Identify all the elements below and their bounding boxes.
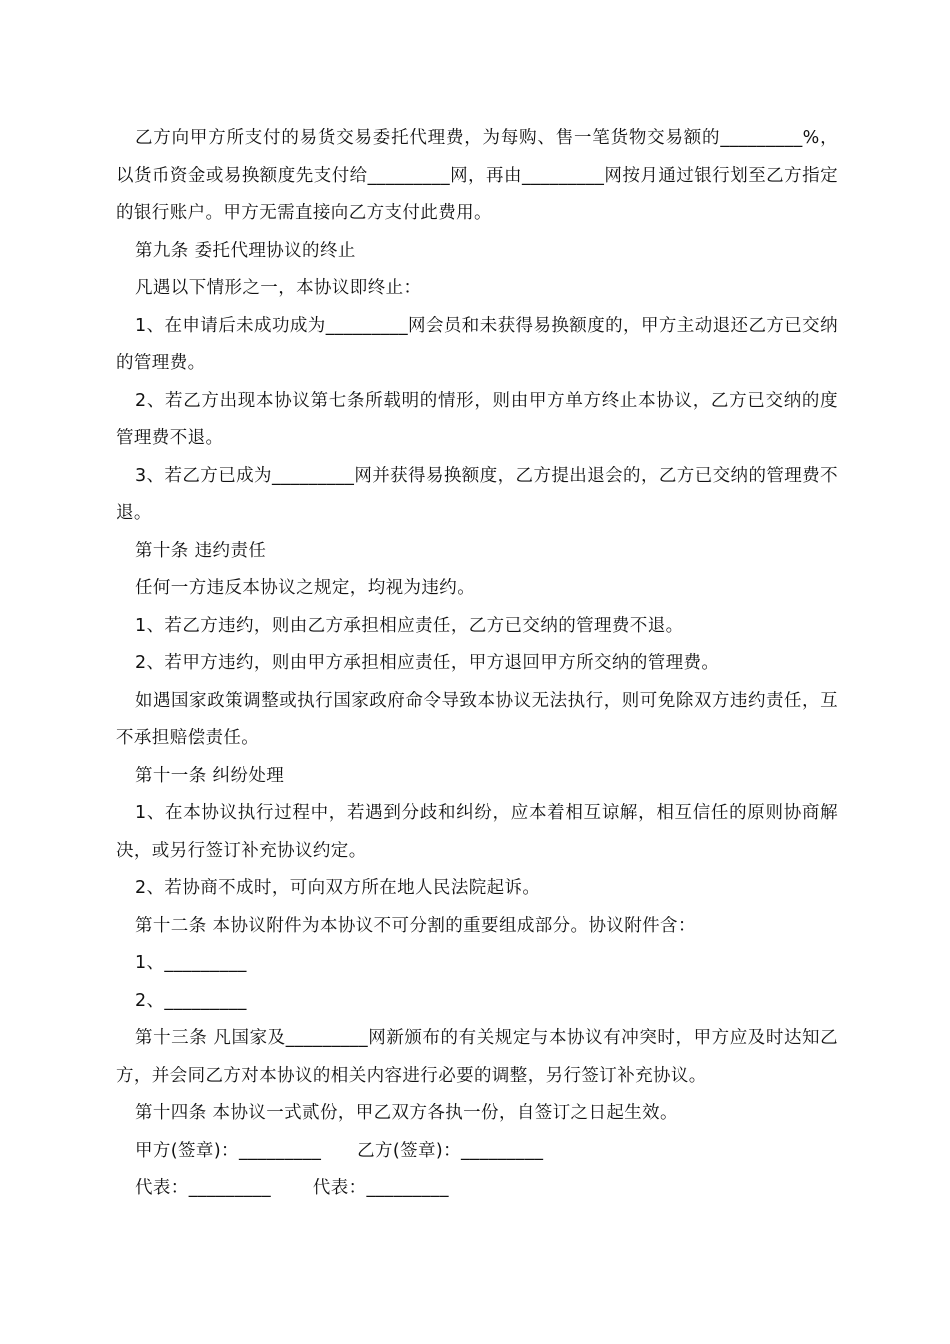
paragraph-dispute-2: 2、若协商不成时，可向双方所在地人民法院起诉。 (135, 878, 541, 898)
paragraph-termination-2: 2、若乙方出现本协议第七条所载明的情形，则由甲方单方终止本协议，乙方已交纳的度管理费不退。 (116, 390, 838, 448)
heading-article-11: 第十一条 纠纷处理 (135, 765, 285, 786)
heading-article-12: 第十二条 本协议附件为本协议不可分割的重要组成部分。协议附件含： (135, 915, 696, 936)
paragraph-article-13: 第十三条 凡国家及_________网新颁布的有关规定与本协议有冲突时，甲方应及时达知乙方，并会同乙方对本协议的相关内容进行必要的调整，另行签订补充协议。 (116, 1028, 838, 1086)
paragraph-breach-1: 1、若乙方违约，则由乙方承担相应责任，乙方已交纳的管理费不退。 (135, 615, 684, 636)
paragraph-termination-1: 1、在申请后未成功成为_________网会员和未获得易换额度的，甲方主动退还乙方已交纳的管理费。 (116, 315, 838, 373)
paragraph-termination-3: 3、若乙方已成为_________网并获得易换额度，乙方提出退会的，乙方已交纳的管理费不退。 (116, 465, 838, 523)
heading-article-9: 第九条 委托代理协议的终止 (135, 240, 356, 261)
paragraph-force-majeure: 如遇国家政策调整或执行国家政府命令导致本协议无法执行，则可免除双方违约责任，互不承担赔偿责任。 (116, 690, 838, 748)
paragraph-breach-intro: 任何一方违反本协议之规定，均视为违约。 (135, 578, 476, 598)
paragraph-breach-2: 2、若甲方违约，则由甲方承担相应责任，甲方退回甲方所交纳的管理费。 (135, 653, 720, 673)
signature-line-parties: 甲方(签章)：_________ 乙方(签章)：_________ (135, 1140, 544, 1161)
paragraph-dispute-1: 1、在本协议执行过程中，若遇到分歧和纠纷，应本着相互谅解，相互信任的原则协商解决，或另行签订补充协议约定。 (116, 803, 838, 861)
heading-article-10: 第十条 违约责任 (135, 540, 267, 561)
attachment-item-2: 2、_________ (135, 990, 247, 1011)
signature-line-representatives: 代表：_________ 代表：_________ (135, 1178, 449, 1198)
paragraph-termination-intro: 凡遇以下情形之一，本协议即终止： (135, 278, 422, 298)
paragraph-agency-fee: 乙方向甲方所支付的易货交易委托代理费，为每购、售一笔货物交易额的_________%，以货币资金或易换额度先支付给_________网，再由_________网按月通过银行划至乙方指定的银行账户。甲方无需直接向乙方支付此费用。 (116, 128, 838, 223)
paragraph-article-14: 第十四条 本协议一式贰份，甲乙双方各执一份，自签订之日起生效。 (135, 1103, 678, 1123)
attachment-item-1: 1、_________ (135, 953, 247, 973)
